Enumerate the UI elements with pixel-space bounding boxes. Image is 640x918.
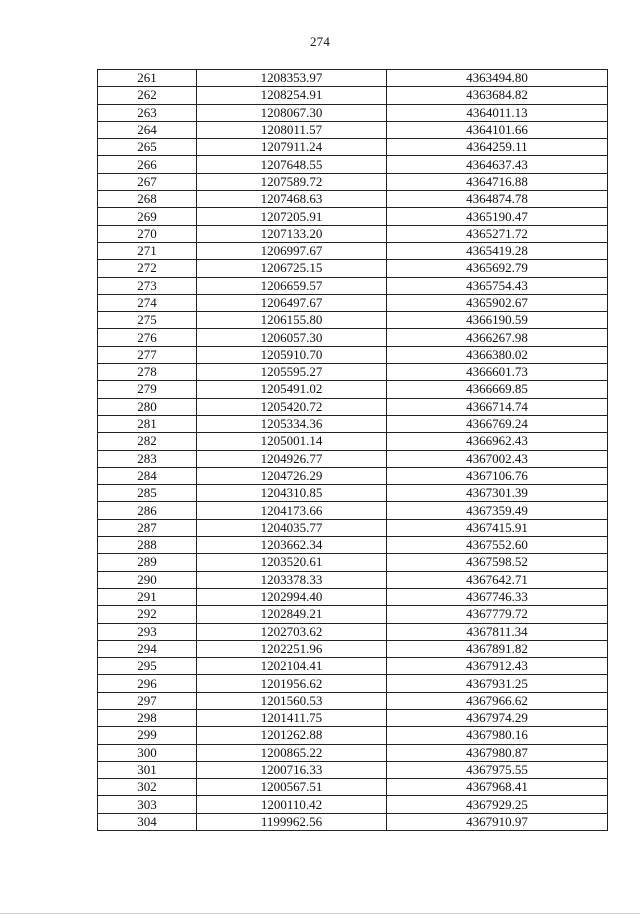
x-coordinate-cell: 1204726.29 [197,467,387,484]
x-coordinate-cell: 1204173.66 [197,502,387,519]
y-coordinate-cell: 4363684.82 [387,87,608,104]
table-row [98,537,608,554]
point-number-cell: 303 [98,796,197,813]
y-coordinate-cell: 4367980.16 [387,727,608,744]
point-number-cell: 293 [98,623,197,640]
y-coordinate-cell: 4367811.34 [387,623,608,640]
y-coordinate-cell: 4364101.66 [387,121,608,138]
y-coordinate-cell: 4366190.59 [387,312,608,329]
x-coordinate-cell: 1205420.72 [197,398,387,415]
table-row [98,692,608,709]
table-row [98,640,608,657]
x-coordinate-cell: 1206997.67 [197,242,387,259]
point-number-cell: 269 [98,208,197,225]
point-number-cell: 288 [98,537,197,554]
table-row [98,139,608,156]
table-row [98,658,608,675]
point-number-cell: 263 [98,104,197,121]
x-coordinate-cell: 1202849.21 [197,606,387,623]
y-coordinate-cell: 4367966.62 [387,692,608,709]
point-number-cell: 282 [98,433,197,450]
coordinates-table-body [98,70,608,831]
table-row [98,70,608,87]
y-coordinate-cell: 4367931.25 [387,675,608,692]
y-coordinate-cell: 4366962.43 [387,433,608,450]
point-number-cell: 302 [98,779,197,796]
point-number-cell: 286 [98,502,197,519]
y-coordinate-cell: 4367002.43 [387,450,608,467]
y-coordinate-cell: 4364637.43 [387,156,608,173]
point-number-cell: 300 [98,744,197,761]
y-coordinate-cell: 4367912.43 [387,658,608,675]
table-row [98,225,608,242]
point-number-cell: 272 [98,260,197,277]
point-number-cell: 296 [98,675,197,692]
y-coordinate-cell: 4367910.97 [387,813,608,830]
y-coordinate-cell: 4367106.76 [387,467,608,484]
table-row [98,623,608,640]
x-coordinate-cell: 1204310.85 [197,485,387,502]
table-row [98,761,608,778]
x-coordinate-cell: 1206057.30 [197,329,387,346]
x-coordinate-cell: 1203378.33 [197,571,387,588]
y-coordinate-cell: 4367552.60 [387,537,608,554]
point-number-cell: 278 [98,364,197,381]
table-row [98,744,608,761]
table-row [98,554,608,571]
point-number-cell: 273 [98,277,197,294]
point-number-cell: 301 [98,761,197,778]
x-coordinate-cell: 1207589.72 [197,173,387,190]
point-number-cell: 276 [98,329,197,346]
point-number-cell: 262 [98,87,197,104]
point-number-cell: 274 [98,294,197,311]
table-row [98,208,608,225]
x-coordinate-cell: 1208353.97 [197,70,387,87]
y-coordinate-cell: 4364259.11 [387,139,608,156]
table-row [98,502,608,519]
point-number-cell: 289 [98,554,197,571]
x-coordinate-cell: 1203662.34 [197,537,387,554]
y-coordinate-cell: 4366267.98 [387,329,608,346]
x-coordinate-cell: 1206155.80 [197,312,387,329]
y-coordinate-cell: 4367301.39 [387,485,608,502]
table-row [98,433,608,450]
x-coordinate-cell: 1207133.20 [197,225,387,242]
y-coordinate-cell: 4367779.72 [387,606,608,623]
x-coordinate-cell: 1200865.22 [197,744,387,761]
x-coordinate-cell: 1207648.55 [197,156,387,173]
x-coordinate-cell: 1203520.61 [197,554,387,571]
x-coordinate-cell: 1206497.67 [197,294,387,311]
x-coordinate-cell: 1201411.75 [197,709,387,726]
table-row [98,519,608,536]
point-number-cell: 277 [98,346,197,363]
point-number-cell: 261 [98,70,197,87]
x-coordinate-cell: 1205001.14 [197,433,387,450]
y-coordinate-cell: 4365271.72 [387,225,608,242]
table-row [98,260,608,277]
coordinates-table [97,69,608,831]
y-coordinate-cell: 4367974.29 [387,709,608,726]
page-number: 274 [309,34,331,49]
table-row [98,467,608,484]
table-row [98,588,608,605]
point-number-cell: 279 [98,381,197,398]
table-row [98,571,608,588]
table-row [98,796,608,813]
y-coordinate-cell: 4367891.82 [387,640,608,657]
table-row [98,727,608,744]
point-number-cell: 281 [98,415,197,432]
x-coordinate-cell: 1205491.02 [197,381,387,398]
table-row [98,485,608,502]
table-row [98,242,608,259]
x-coordinate-cell: 1207468.63 [197,191,387,208]
table-row [98,173,608,190]
x-coordinate-cell: 1205910.70 [197,346,387,363]
point-number-cell: 285 [98,485,197,502]
table-row [98,709,608,726]
table-row [98,294,608,311]
point-number-cell: 294 [98,640,197,657]
y-coordinate-cell: 4366669.85 [387,381,608,398]
point-number-cell: 267 [98,173,197,190]
y-coordinate-cell: 4364874.78 [387,191,608,208]
table-row [98,813,608,830]
table-row [98,121,608,138]
x-coordinate-cell: 1205334.36 [197,415,387,432]
x-coordinate-cell: 1201956.62 [197,675,387,692]
table-row [98,675,608,692]
table-row [98,312,608,329]
y-coordinate-cell: 4365419.28 [387,242,608,259]
y-coordinate-cell: 4367415.91 [387,519,608,536]
y-coordinate-cell: 4367929.25 [387,796,608,813]
point-number-cell: 297 [98,692,197,709]
x-coordinate-cell: 1201560.53 [197,692,387,709]
y-coordinate-cell: 4366380.02 [387,346,608,363]
table-row [98,346,608,363]
y-coordinate-cell: 4365692.79 [387,260,608,277]
point-number-cell: 298 [98,709,197,726]
y-coordinate-cell: 4367968.41 [387,779,608,796]
y-coordinate-cell: 4365754.43 [387,277,608,294]
table-row [98,415,608,432]
y-coordinate-cell: 4366601.73 [387,364,608,381]
y-coordinate-cell: 4367975.55 [387,761,608,778]
x-coordinate-cell: 1202994.40 [197,588,387,605]
y-coordinate-cell: 4365902.67 [387,294,608,311]
table-row [98,329,608,346]
point-number-cell: 270 [98,225,197,242]
x-coordinate-cell: 1208067.30 [197,104,387,121]
table-row [98,606,608,623]
point-number-cell: 287 [98,519,197,536]
x-coordinate-cell: 1204926.77 [197,450,387,467]
point-number-cell: 283 [98,450,197,467]
table-row [98,104,608,121]
x-coordinate-cell: 1208254.91 [197,87,387,104]
x-coordinate-cell: 1205595.27 [197,364,387,381]
y-coordinate-cell: 4367359.49 [387,502,608,519]
x-coordinate-cell: 1206725.15 [197,260,387,277]
x-coordinate-cell: 1202703.62 [197,623,387,640]
y-coordinate-cell: 4367598.52 [387,554,608,571]
y-coordinate-cell: 4363494.80 [387,70,608,87]
x-coordinate-cell: 1199962.56 [197,813,387,830]
table-row [98,450,608,467]
y-coordinate-cell: 4366769.24 [387,415,608,432]
table-row [98,381,608,398]
y-coordinate-cell: 4365190.47 [387,208,608,225]
x-coordinate-cell: 1201262.88 [197,727,387,744]
x-coordinate-cell: 1204035.77 [197,519,387,536]
x-coordinate-cell: 1200716.33 [197,761,387,778]
point-number-cell: 271 [98,242,197,259]
table-row [98,364,608,381]
point-number-cell: 291 [98,588,197,605]
table-row [98,277,608,294]
table-row [98,779,608,796]
y-coordinate-cell: 4364011.13 [387,104,608,121]
table-row [98,398,608,415]
x-coordinate-cell: 1200567.51 [197,779,387,796]
x-coordinate-cell: 1202251.96 [197,640,387,657]
point-number-cell: 295 [98,658,197,675]
x-coordinate-cell: 1207205.91 [197,208,387,225]
point-number-cell: 304 [98,813,197,830]
y-coordinate-cell: 4364716.88 [387,173,608,190]
table-row [98,191,608,208]
x-coordinate-cell: 1200110.42 [197,796,387,813]
point-number-cell: 275 [98,312,197,329]
point-number-cell: 264 [98,121,197,138]
x-coordinate-cell: 1208011.57 [197,121,387,138]
point-number-cell: 290 [98,571,197,588]
y-coordinate-cell: 4367746.33 [387,588,608,605]
point-number-cell: 268 [98,191,197,208]
table-row [98,156,608,173]
page-bottom-edge [0,913,640,914]
point-number-cell: 284 [98,467,197,484]
point-number-cell: 265 [98,139,197,156]
x-coordinate-cell: 1206659.57 [197,277,387,294]
table-row [98,87,608,104]
x-coordinate-cell: 1202104.41 [197,658,387,675]
point-number-cell: 280 [98,398,197,415]
point-number-cell: 299 [98,727,197,744]
point-number-cell: 292 [98,606,197,623]
y-coordinate-cell: 4366714.74 [387,398,608,415]
y-coordinate-cell: 4367642.71 [387,571,608,588]
y-coordinate-cell: 4367980.87 [387,744,608,761]
x-coordinate-cell: 1207911.24 [197,139,387,156]
point-number-cell: 266 [98,156,197,173]
